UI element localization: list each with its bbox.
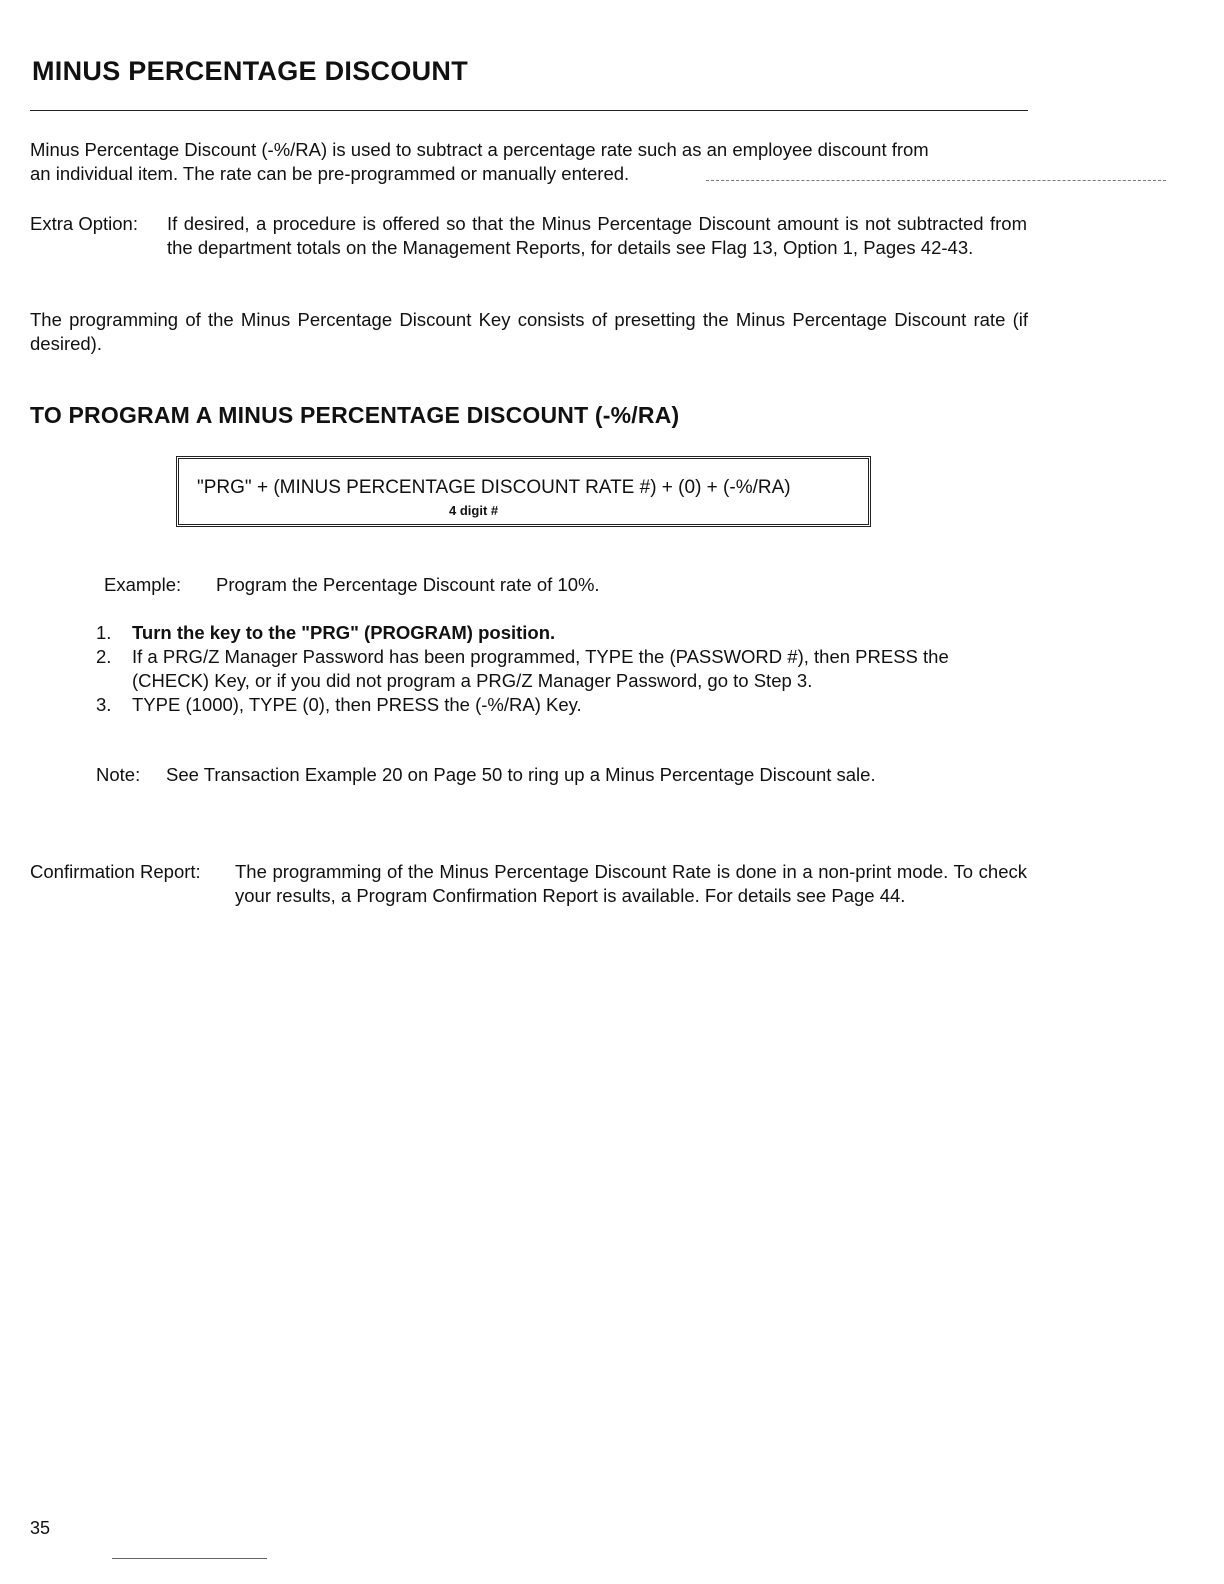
step-text: If a PRG/Z Manager Password has been programmed, TYPE the (PASSWORD #), then PRESS the (CHECK) Key, or if you did not program a PRG/Z Manager Password, go to Step 3. [132,646,949,691]
extra-option-block [30,212,1030,286]
list-item [96,645,966,693]
confirmation-block [30,860,1030,934]
page-number: 35 [30,1518,51,1538]
programming-paragraph: The programming of the Minus Percentage Discount Key consists of presetting the Minus Percentage Discount rate (if desired). [30,309,1028,354]
page-title: MINUS PERCENTAGE DISCOUNT [32,56,469,86]
footer-line [112,1558,267,1559]
confirmation-text: The programming of the Minus Percentage Discount Rate is done in a non-print mode. To check your results, a Program Confirmation Report is available. For details see Page 44. [235,861,1027,906]
formula-box [176,456,871,527]
note-text: See Transaction Example 20 on Page 50 to ring up a Minus Percentage Discount sale. [166,764,876,785]
intro-line-2: an individual item. The rate can be pre-programmed or manually entered. [30,163,630,184]
step-number: 3. [96,694,112,715]
step-number: 2. [96,646,112,667]
note-label: Note: [96,764,141,785]
step-text: TYPE (1000), TYPE (0), then PRESS the (-%/RA) Key. [132,694,582,715]
title-divider [30,110,1028,111]
extra-option-text: If desired, a procedure is offered so that the Minus Percentage Discount amount is not subtracted from the department totals on the Management Reports, for details see Flag 13, Option 1, Pages 42-43. [167,213,1027,258]
example-label: Example: [104,574,182,595]
list-item [96,621,966,645]
formula-sub-label: 4 digit # [449,503,499,518]
formula-main: "PRG" + (MINUS PERCENTAGE DISCOUNT RATE #) + (0) + (-%/RA) [197,477,791,498]
extra-option-label: Extra Option: [30,213,138,234]
confirmation-label: Confirmation Report: [30,861,201,882]
section-heading: TO PROGRAM A MINUS PERCENTAGE DISCOUNT (-%/RA) [30,402,680,428]
steps-list [96,621,966,717]
step-text: Turn the key to the "PRG" (PROGRAM) position. [132,622,556,643]
step-number: 1. [96,622,112,643]
scan-dash-artifact [706,180,1166,181]
intro-line-1: Minus Percentage Discount (-%/RA) is used to subtract a percentage rate such as an employee discount from [30,139,929,160]
intro-paragraph [30,138,1030,186]
example-text: Program the Percentage Discount rate of 10%. [216,574,600,595]
list-item [96,693,966,717]
